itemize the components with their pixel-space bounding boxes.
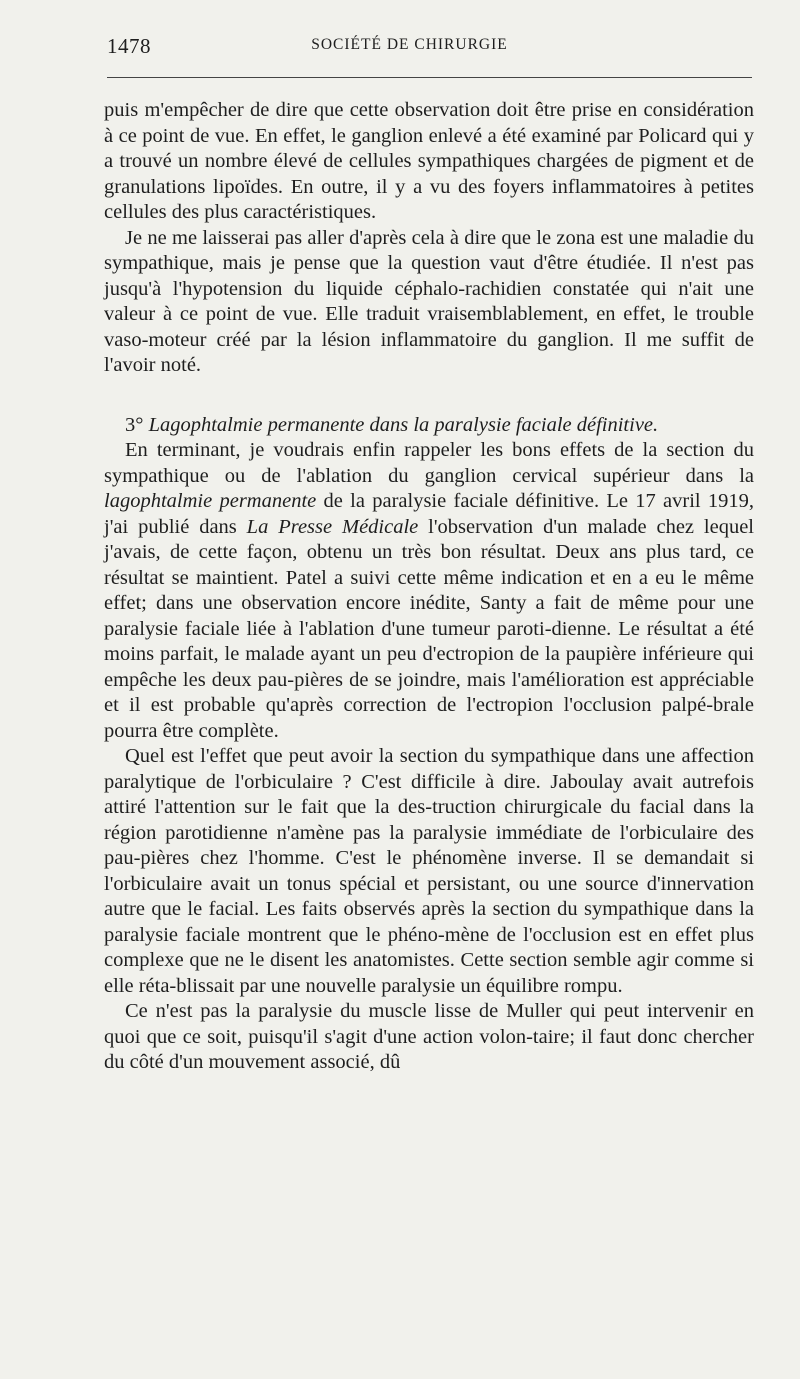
section-title: Lagophtalmie permanente dans la paralysie faciale définitive.: [148, 413, 659, 436]
italic-term-lagophtalmie: lagophtalmie permanente: [104, 490, 317, 512]
section-number: 3°: [125, 413, 144, 436]
header-rule: [107, 77, 752, 78]
paragraph-3: [104, 438, 754, 744]
paragraph-5: Ce n'est pas la paralysie du muscle lisse de Muller qui peut intervenir en quoi que ce soit, puisqu'il s'agit d'une action volon-taire; il faut donc chercher du côté d'un mouvement associé, dû: [104, 1000, 754, 1073]
paragraph-3-part-c: l'observation d'un malade chez lequel j'avais, de cette façon, obtenu un très bon résultat. Deux ans plus tard, ce résultat se maintient. Patel a suivi cette même indication et en a eu le même effet; dans une observation encore inédite, Santy a fait de même pour une paralysie faciale liée à l'ablation d'une tumeur paroti-dienne. Le résultat a été moins parfait, le malade ayant un peu d'ectropion de la paupière inférieure qui empêche les deux pau-pières de se joindre, mais l'amélioration est appréciable et il est probable qu'après correction de l'ectropion l'occlusion palpé-brale pourra être complète.: [104, 515, 754, 742]
italic-journal-title: La Presse Médicale: [246, 515, 419, 538]
paragraph-1: puis m'empêcher de dire que cette observation doit être prise en considération à ce point de vue. En effet, le ganglion enlevé a été examiné par Policard qui y a trouvé un nombre élevé de cellules sympathiques chargées de pigment et de granulations lipoïdes. En outre, il y a vu des foyers inflammatoires à petites cellules des plus caractéristiques.: [104, 99, 754, 223]
page-header: [107, 34, 752, 64]
body-text: [104, 98, 754, 1076]
section-heading: [104, 413, 754, 439]
running-title: SOCIÉTÉ DE CHIRURGIE: [311, 36, 508, 53]
paragraph-3-part-b: de la paralysie faciale définitive. Le 17 avril 1919, j'ai publié dans: [104, 490, 754, 538]
paragraph-4: Quel est l'effet que peut avoir la section du sympathique dans une affection paralytique de l'orbiculaire ? C'est difficile à dire. Jaboulay avait autrefois attiré l'attention sur le fait que la des-truction chirurgicale du facial dans la région parotidienne n'amène pas la paralysie immédiate de l'orbiculaire des pau-pières chez l'homme. C'est le phénomène inverse. Il se demandait si l'orbiculaire avait un tonus spécial et persistant, ou une source d'innervation autre que le facial. Les faits observés après la section du sympathique dans la paralysie faciale montrent que le phéno-mène de l'occlusion est en effet plus complexe que ne le disent les anatomistes. Cette section semble agir comme si elle réta-blissait par une nouvelle paralysie un équilibre rompu.: [104, 745, 754, 997]
page-number: 1478: [107, 34, 151, 58]
paragraph-2: Je ne me laisserai pas aller d'après cela à dire que le zona est une maladie du sympathique, mais je pense que la question vaut d'être étudiée. Il n'est pas jusqu'à l'hypotension du liquide céphalo-rachidien constatée qui n'ait une valeur à ce point de vue. Elle traduit vraisemblablement, en effet, le trouble vaso-moteur créé par la lésion inflammatoire du ganglion. Il me suffit de l'avoir noté.: [104, 226, 754, 376]
paragraph-3-part-a: En terminant, je voudrais enfin rappeler les bons effets de la section du sympathique ou de l'ablation du ganglion cervical supérieur dans la: [104, 439, 754, 487]
